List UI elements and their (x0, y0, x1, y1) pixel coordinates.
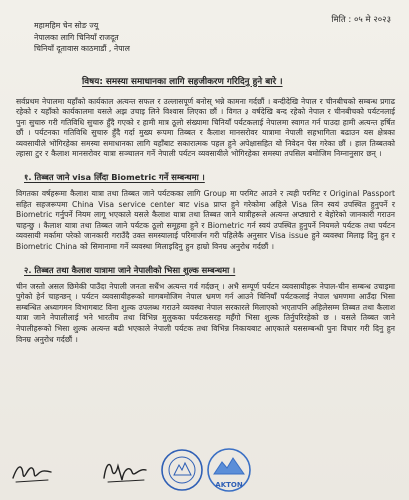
intro-paragraph: सर्वप्रथम नेपालमा यहाँको कार्यकाल अत्यन्त सफल र उल्लासपूर्ण बनोस् भन्ने कामना गर्दछौं । बन्दीदेखि नेपाल र चीनबीचको सम्बन्ध प्रगाढ रहेको र यहाँको कार्यकालमा यसले अझ उचाइ लिने विश्वास लिएका छौं । विगत ३ वर्षदेखि बन्द रहेको नेपाल र चीनबीचको पर्यटनलाई पुनः सुचारु गरी गतिविधि सुचारु हुँदै गएको र हामी मात्र ठूलो संख्यामा चिनियाँ पर्यटकलाई नेपालमा स्वागत गर्न पाउदा हामी अत्यन्त हर्षित छौं । पर्यटनका गतिविधि सुचारु हुँदै गर्दा मुख्य रूपमा तिब्बत र कैलाश मानसरोवर यात्रामा नेपाली सहभागिता बढाउन यस क्षेत्रका व्यवसायीले भोगिरहेका समस्या समाधानका लागि यहाँबाट सकारात्मक पहल हुने अपेक्षासहित यो निवेदन पेस गरेका छौं । हाल तिब्बतको ल्हासा टुर र कैलाश मानसरोवर यात्रा सञ्चालन गर्ने नेपाली पर्यटन व्यवसायीले भोगिरहेका समस्या तपसिल बमोजिम निम्नानुसार छन् । (16, 96, 395, 159)
recipient-name: महामहिम चेन सोङ ज्यू (34, 21, 99, 30)
akton-seal (204, 446, 254, 498)
letter-subject: विषय: समस्या समाधानका लागि सहजीकरण गरिदिनु हुने बारे । (82, 76, 283, 87)
signatures-row (0, 444, 409, 500)
organization-seal-left (160, 448, 204, 492)
letter-date: मिति : ०५ मे २०२३ (331, 15, 391, 25)
signature-1 (10, 458, 54, 486)
section-1-body: विगतका वर्षहरूमा कैलाश यात्रा तथा तिब्बत जाने पर्यटकका लागि Group मा परमिट आउने र त्यही परमिट र Original Passport सहित सहजरूपमा China Visa service center बाट visa प्राप्त हुने गरेकोमा अहिले Visa लिन स्वयं उपस्थित हुनुपर्ने र Biometric गर्नुपर्ने नियम लागू भएकाले यसले कैलाश यात्रा तथा तिब्बत जाने यात्रीहरूले अत्यन्त अप्ठ्यारो र बेहोरेको जानकारी गराउन चाहन्छु । कैलाश यात्रा तथा तिब्बत जाने पर्यटक ठूलो समूहमा हुने र Biometric गर्न स्वयं उपस्थित हुनुपर्ने नियमले पर्यटक तथा पर्यटन व्यवसायी मर्कामा परेको जानकारी गराउँदै उक्त समस्यालाई परिमार्जन गरी पहिलेकै अनुसार Visa issue हुने व्यवस्था मिलाइ दिनु हुन र Biometric China को सिमानामा गर्ने व्यवस्था मिलाइदिनु हुन हाम्रो विनम्र अनुरोध गर्दछौं । (16, 189, 395, 252)
akton-seal-text: AKTON (215, 481, 243, 489)
section-1-title: १. तिब्बत जाने visa लिँदा Biometric गर्ने सम्बन्धमा । (24, 172, 205, 183)
section-2-body: चीन जस्तो असल छिमेकी पाउँदा नेपाली जनता सधैंभ अत्यन्त गर्व गर्दछन् । अभै सम्पूर्ण पर्यटन व्यवसायीहरू नेपाल-चीन सम्बन्ध उचाइमा पुगेको हेर्न चाहन्छन् । पर्यटन व्यवसायीहरूको मागबमोजिम नेपाल भ्रमण गर्न आउने चिनियाँ पर्यटकलाई नेपाल भ्रमणमा आउँदा भिसा सम्बन्धित अध्यागमन विभागबाट विना शुल्क उपलब्ध गराउने व्यवस्था नेपाल सरकारले मिलाएको भएतापनि अहिलेसम्म तिब्बत तथा कैलाश यात्रा जाने नेपालीलाई भने भारतीय तथा विभिन्न मुलुकका पर्यटकसरह महँगो भिसा शुल्क तिर्नुपरिरहेको छ । यसले तिब्बत जाने नेपालीहरूको भिसा शुल्क अत्यन्त बढी भएकाले नेपाली पर्यटक तथा विभिन्न निकायबाट आएकाले यससम्बन्धी पुनः विचार गरी दिनु हुन विनम्र अनुरोध गर्दछौं । (16, 281, 395, 344)
signature-2 (100, 456, 150, 486)
section-2-title: २. तिब्बत तथा कैलाश यात्रामा जाने नेपालीको भिसा शुल्क सम्बन्धमा । (24, 264, 236, 275)
recipient-office: चिनियाँ दूतावास काठमाडौं , नेपाल (34, 44, 130, 53)
recipient-address (34, 20, 397, 55)
recipient-title: नेपालका लागि चिनियाँ राजदूत (34, 32, 119, 42)
